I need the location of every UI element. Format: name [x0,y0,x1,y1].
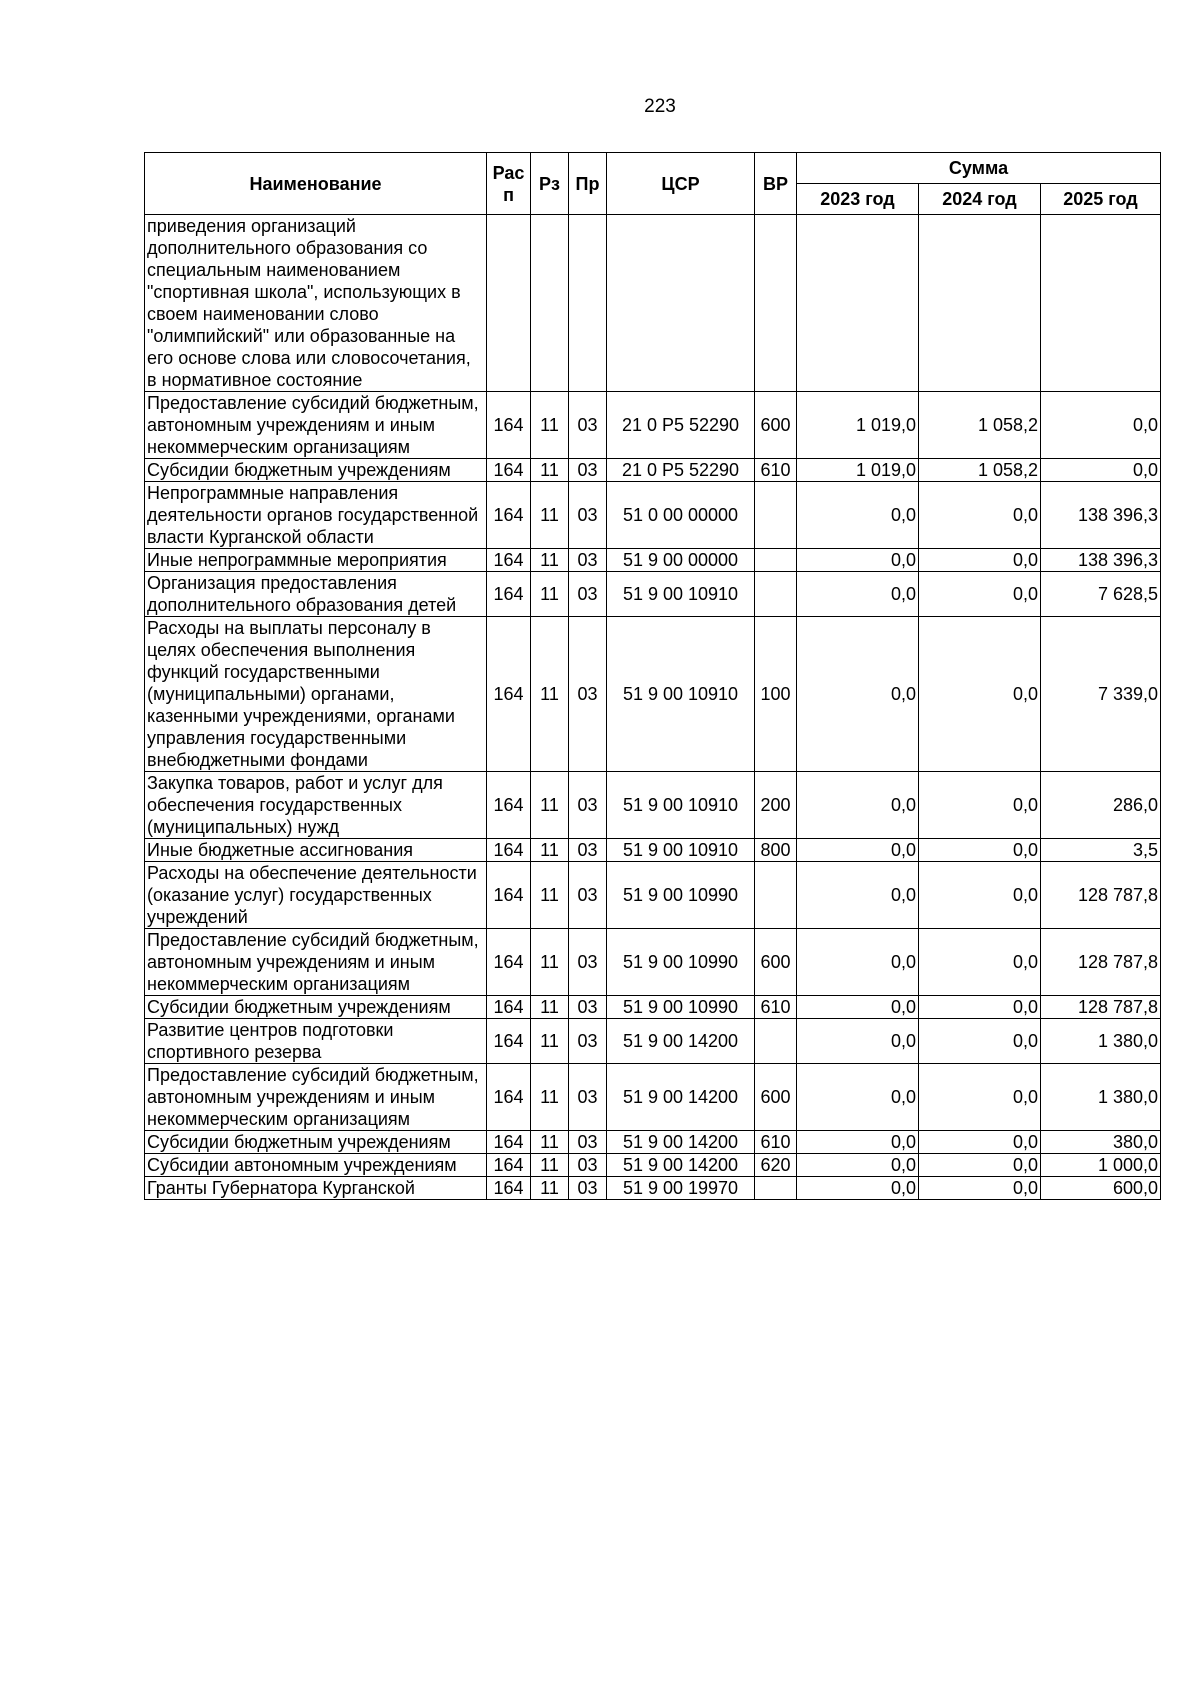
cell-2023: 0,0 [797,549,919,572]
cell-2024: 0,0 [919,482,1041,549]
cell-2023: 1 019,0 [797,459,919,482]
cell-2025: 138 396,3 [1041,549,1161,572]
table-row [145,215,1161,392]
cell-csr: 51 0 00 00000 [607,482,755,549]
cell-pr: 03 [569,1064,607,1131]
cell-rz: 11 [531,482,569,549]
cell-2025: 286,0 [1041,772,1161,839]
cell-vr: 610 [755,1131,797,1154]
cell-rz: 11 [531,1019,569,1064]
header-summa: Сумма [797,153,1161,184]
header-year-2025: 2025 год [1041,184,1161,215]
cell-rz: 11 [531,459,569,482]
cell-csr: 21 0 P5 52290 [607,459,755,482]
cell-rasp: 164 [487,482,531,549]
table-row [145,459,1161,482]
cell-2024: 0,0 [919,839,1041,862]
table-row [145,929,1161,996]
cell-rz: 11 [531,862,569,929]
cell-2024: 0,0 [919,1064,1041,1131]
cell-pr: 03 [569,929,607,996]
cell-2025: 7 628,5 [1041,572,1161,617]
page-number: 223 [644,96,676,117]
cell-2024: 0,0 [919,862,1041,929]
header-rasp: Рас п [487,153,531,215]
cell-rasp: 164 [487,392,531,459]
table-row [145,996,1161,1019]
cell-rasp: 164 [487,1064,531,1131]
cell-rasp: 164 [487,459,531,482]
cell-rz [531,215,569,392]
table-row [145,1019,1161,1064]
cell-2024: 0,0 [919,1177,1041,1200]
table-row [145,482,1161,549]
cell-pr: 03 [569,1019,607,1064]
cell-2023: 1 019,0 [797,392,919,459]
cell-csr: 51 9 00 14200 [607,1019,755,1064]
cell-name: Предоставление субсидий бюджетным, автономным учреждениям и иным некоммерческим организациям [145,1064,487,1131]
header-rz: Рз [531,153,569,215]
cell-rasp: 164 [487,572,531,617]
cell-2025: 128 787,8 [1041,862,1161,929]
table-row [145,862,1161,929]
cell-vr [755,549,797,572]
table-row [145,1064,1161,1131]
cell-rz: 11 [531,1177,569,1200]
cell-rasp: 164 [487,929,531,996]
cell-csr: 51 9 00 10990 [607,929,755,996]
header-vr: ВР [755,153,797,215]
cell-pr: 03 [569,572,607,617]
cell-pr: 03 [569,1154,607,1177]
cell-2025: 1 380,0 [1041,1019,1161,1064]
cell-name: приведения организаций дополнительного образования со специальным наименованием "спортивная школа", использующих в своем наименовании слово "олимпийский" или образованные на его основе слова или словосочетания, в нормативное состояние [145,215,487,392]
cell-rasp: 164 [487,1019,531,1064]
cell-name: Гранты Губернатора Курганской [145,1177,487,1200]
cell-vr [755,482,797,549]
cell-csr: 51 9 00 10910 [607,839,755,862]
cell-name: Расходы на обеспечение деятельности (оказание услуг) государственных учреждений [145,862,487,929]
cell-pr: 03 [569,996,607,1019]
cell-csr: 51 9 00 10990 [607,996,755,1019]
cell-name: Субсидии бюджетным учреждениям [145,1131,487,1154]
cell-2023: 0,0 [797,482,919,549]
cell-2023: 0,0 [797,1154,919,1177]
cell-csr: 51 9 00 14200 [607,1154,755,1177]
cell-rasp: 164 [487,839,531,862]
cell-pr: 03 [569,617,607,772]
cell-csr: 51 9 00 10910 [607,572,755,617]
cell-rasp: 164 [487,1177,531,1200]
cell-csr: 51 9 00 19970 [607,1177,755,1200]
cell-2023: 0,0 [797,1064,919,1131]
cell-rasp: 164 [487,862,531,929]
header-csr: ЦСР [607,153,755,215]
cell-2025: 380,0 [1041,1131,1161,1154]
cell-2024: 0,0 [919,572,1041,617]
cell-vr: 620 [755,1154,797,1177]
cell-rasp: 164 [487,617,531,772]
cell-rz: 11 [531,392,569,459]
cell-2023: 0,0 [797,1131,919,1154]
cell-2024: 0,0 [919,1131,1041,1154]
cell-2024 [919,215,1041,392]
cell-pr: 03 [569,482,607,549]
cell-csr: 51 9 00 00000 [607,549,755,572]
cell-name: Закупка товаров, работ и услуг для обеспечения государственных (муниципальных) нужд [145,772,487,839]
cell-rasp: 164 [487,996,531,1019]
cell-2024: 0,0 [919,929,1041,996]
cell-vr [755,1177,797,1200]
cell-pr: 03 [569,549,607,572]
cell-2025: 1 380,0 [1041,1064,1161,1131]
cell-vr: 800 [755,839,797,862]
table-row [145,392,1161,459]
cell-name: Расходы на выплаты персоналу в целях обеспечения выполнения функций государственными (муниципальными) органами, казенными учреждениями, органами управления государственными внебюджетными фондами [145,617,487,772]
cell-pr: 03 [569,1131,607,1154]
cell-rasp [487,215,531,392]
cell-vr [755,215,797,392]
cell-2023: 0,0 [797,617,919,772]
cell-2023: 0,0 [797,862,919,929]
cell-name: Развитие центров подготовки спортивного резерва [145,1019,487,1064]
cell-vr: 600 [755,1064,797,1131]
cell-csr: 51 9 00 10990 [607,862,755,929]
header-year-2023: 2023 год [797,184,919,215]
cell-name: Организация предоставления дополнительного образования детей [145,572,487,617]
cell-pr: 03 [569,839,607,862]
cell-rasp: 164 [487,772,531,839]
cell-rz: 11 [531,1131,569,1154]
cell-2025: 128 787,8 [1041,996,1161,1019]
cell-pr: 03 [569,392,607,459]
header-name: Наименование [145,153,487,215]
cell-2025: 0,0 [1041,459,1161,482]
cell-2023 [797,215,919,392]
cell-rz: 11 [531,996,569,1019]
table-row [145,1154,1161,1177]
cell-2024: 1 058,2 [919,459,1041,482]
cell-rz: 11 [531,772,569,839]
table-row [145,617,1161,772]
header-year-2024: 2024 год [919,184,1041,215]
cell-rz: 11 [531,617,569,772]
cell-vr: 200 [755,772,797,839]
budget-table [144,152,1161,1200]
cell-pr [569,215,607,392]
cell-name: Предоставление субсидий бюджетным, автономным учреждениям и иным некоммерческим организациям [145,929,487,996]
table-row [145,772,1161,839]
cell-2024: 0,0 [919,617,1041,772]
cell-2024: 0,0 [919,1154,1041,1177]
table-body [145,215,1161,1200]
cell-rz: 11 [531,1154,569,1177]
table-row [145,1177,1161,1200]
cell-csr: 51 9 00 10910 [607,772,755,839]
cell-2023: 0,0 [797,839,919,862]
cell-pr: 03 [569,1177,607,1200]
cell-name: Субсидии бюджетным учреждениям [145,996,487,1019]
cell-name: Субсидии автономным учреждениям [145,1154,487,1177]
cell-name: Субсидии бюджетным учреждениям [145,459,487,482]
cell-2024: 0,0 [919,996,1041,1019]
cell-2023: 0,0 [797,929,919,996]
cell-2023: 0,0 [797,1019,919,1064]
table-header [145,153,1161,215]
cell-2025 [1041,215,1161,392]
cell-csr [607,215,755,392]
cell-2025: 128 787,8 [1041,929,1161,996]
cell-2025: 600,0 [1041,1177,1161,1200]
cell-rz: 11 [531,929,569,996]
cell-2025: 1 000,0 [1041,1154,1161,1177]
cell-rz: 11 [531,572,569,617]
cell-name: Иные непрограммные мероприятия [145,549,487,572]
cell-vr: 610 [755,459,797,482]
table-row [145,839,1161,862]
cell-vr [755,572,797,617]
cell-2024: 0,0 [919,549,1041,572]
cell-2024: 0,0 [919,772,1041,839]
cell-2024: 0,0 [919,1019,1041,1064]
header-pr: Пр [569,153,607,215]
cell-vr [755,862,797,929]
cell-csr: 51 9 00 10910 [607,617,755,772]
cell-name: Предоставление субсидий бюджетным, автономным учреждениям и иным некоммерческим организациям [145,392,487,459]
cell-rasp: 164 [487,549,531,572]
table-row [145,549,1161,572]
cell-vr: 600 [755,392,797,459]
cell-2025: 3,5 [1041,839,1161,862]
cell-rasp: 164 [487,1131,531,1154]
cell-2023: 0,0 [797,572,919,617]
cell-csr: 51 9 00 14200 [607,1064,755,1131]
cell-2023: 0,0 [797,996,919,1019]
cell-pr: 03 [569,772,607,839]
cell-rasp: 164 [487,1154,531,1177]
cell-2025: 0,0 [1041,392,1161,459]
cell-name: Иные бюджетные ассигнования [145,839,487,862]
cell-rz: 11 [531,549,569,572]
cell-vr: 100 [755,617,797,772]
cell-2024: 1 058,2 [919,392,1041,459]
cell-csr: 21 0 P5 52290 [607,392,755,459]
cell-2023: 0,0 [797,1177,919,1200]
cell-2025: 7 339,0 [1041,617,1161,772]
cell-2025: 138 396,3 [1041,482,1161,549]
cell-vr: 600 [755,929,797,996]
table-row [145,572,1161,617]
cell-vr: 610 [755,996,797,1019]
cell-csr: 51 9 00 14200 [607,1131,755,1154]
cell-rz: 11 [531,1064,569,1131]
cell-rz: 11 [531,839,569,862]
table-row [145,1131,1161,1154]
cell-vr [755,1019,797,1064]
cell-2023: 0,0 [797,772,919,839]
cell-pr: 03 [569,862,607,929]
cell-pr: 03 [569,459,607,482]
cell-name: Непрограммные направления деятельности органов государственной власти Курганской области [145,482,487,549]
